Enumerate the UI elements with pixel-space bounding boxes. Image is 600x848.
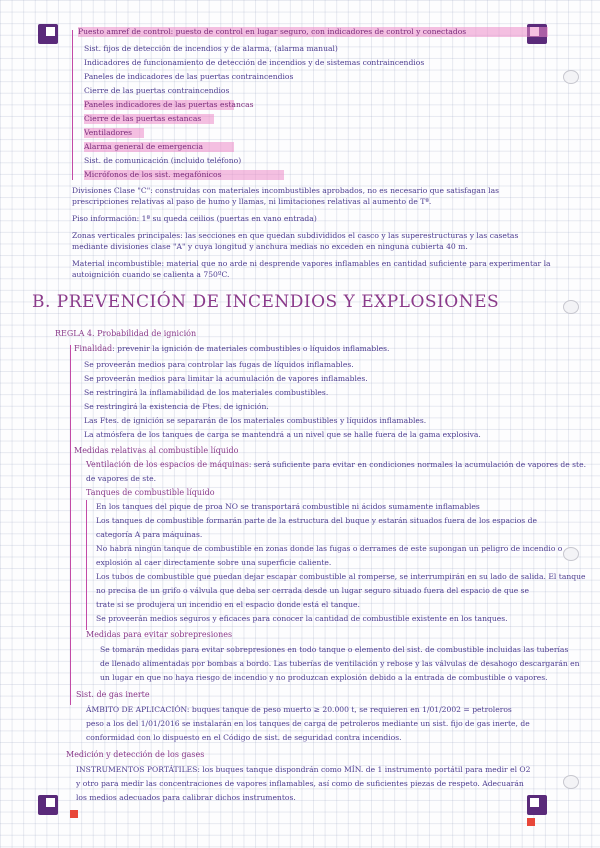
gas-inerte-line: ÁMBITO DE APLICACIÓN: buques tanque de peso muerto ≥ 20.000 t, se requieren en 1/01/2002 = petroleros [86,705,512,714]
note-line: Cierre de las puertas estancas [84,114,214,124]
tanques-item: trate si se produjera un incendio en el espacio donde está el tanque. [96,600,360,609]
gas-inerte-line: conformidad con lo dispuesto en el Código de sist. de seguridad contra incendios. [86,733,402,742]
ventilacion-text: : será suficiente para evitar en condiciones normales la acumulación de vapores de ste. [248,460,586,469]
tanques-item: Los tubos de combustible que puedan dejar escapar combustible al romperse, se interrumpirán en su lado de salida. El tanque [96,572,586,581]
finalidad-item: Se proveerán medios para limitar la acumulación de vapores inflamables. [84,374,368,383]
red-mark-bottom-left [70,810,78,818]
corner-mark-bottom-right [527,795,547,815]
ventilacion-line [86,460,586,470]
tanques-item: Los tanques de combustible formarán parte de la estructura del buque y estarán situados fuera de los espacios de [96,516,537,525]
tanques-item: explosión al caer directamente sobre una superficie caliente. [96,558,332,567]
bracket-line [70,345,71,705]
note-line: Micrófonos de los sist. megafónicos [84,170,284,180]
sobrepresiones-title: Medidas para evitar sobrepresiones [86,630,233,639]
binder-hole [563,547,579,561]
note-line: Paneles indicadores de las puertas estancas [84,100,254,109]
corner-mark-top-left [38,24,58,44]
definition-material: Material incombustible: material que no arde ni desprende vapores inflamables en cantidad suficiente para experimentar la autoignición cuando se calienta a 750ºC. [72,259,551,279]
note-line: Puesto amref de control: puesto de control en lugar seguro, con indicadores de control y conectados [78,27,548,37]
definition-zonas: Zonas verticales principales: las secciones en que quedan subdivididos el casco y las superestructuras y las casetas mediante divisiones clase "A" y cuya longitud y anchura medias no exceden en ninguna cubierta 40 m. [72,231,519,251]
finalidad-title: Finalidad [74,344,113,353]
medicion-line: INSTRUMENTOS PORTÁTILES: los buques tanque dispondrán como MÍN. de 1 instrumento portátil para medir el O2 [76,765,531,774]
binder-hole [563,70,579,84]
tanques-item: En los tanques del pique de proa NO se transportará combustible ni ácidos sumamente inflamables [96,502,480,511]
medicion-title: Medición y detección de los gases [66,750,205,759]
medidas-title: Medidas relativas al combustible líquido [74,446,239,455]
note-line: Alarma general de emergencia [84,142,234,152]
red-mark-bottom-right [527,818,535,826]
binder-hole [563,300,579,314]
note-line: Paneles de indicadores de las puertas contraincendios [84,72,294,81]
medicion-line: los medios adecuados para calibrar dichos instrumentos. [76,793,296,802]
sobrepresiones-text: de llenado alimentadas por bombas a bordo. Las tuberías de ventilación y rebose y las válvulas de desahogo descargarán en [100,659,580,668]
finalidad-item: Se restringirá la existencia de Ftes. de ignición. [84,402,269,411]
note-line: Cierre de las puertas contraincendios [84,86,230,95]
finalidad-item: Las Ftes. de ignición se separarán de los materiales combustibles y líquidos inflamables. [84,416,427,425]
section-heading: B. PREVENCIÓN DE INCENDIOS Y EXPLOSIONES [32,292,500,312]
medicion-line: y otro para medir las concentraciones de vapores inflamables, así como de suficientes piezas de respeto. Adecuarán [76,779,524,788]
note-line: Indicadores de funcionamiento de detección de incendios y de sistemas contraincendios [84,58,425,67]
definition-divisiones: Divisiones Clase "C": construidas con materiales incombustibles aprobados, no es necesario que satisfagan las prescripciones relativas al paso de humo y llamas, ni limitaciones relativas al aumento de Tª. [72,186,500,206]
definition-piso: Piso información: 1ª su queda ceilios (puertas en vano entrada) [72,214,317,223]
gas-inerte-title: Sist. de gas inerte [76,690,150,699]
regla-title: REGLA 4. Probabilidad de ignición [55,329,197,338]
finalidad-intro: : prevenir la ignición de materiales combustibles o líquidos inflamables. [112,344,390,353]
finalidad-item: La atmósfera de los tanques de carga se mantendrá a un nivel que se halle fuera de la gama explosiva. [84,430,481,439]
sobrepresiones-text: un lugar en que no haya riesgo de incendio y no produzcan explosión debido a la entrada de combustible o vapores. [100,673,548,682]
finalidad-item: Se proveerán medios para controlar las fugas de líquidos inflamables. [84,360,354,369]
gas-inerte-line: peso a los del 1/01/2016 se instalarán en los tanques de carga de petroleros mediante un sist. fijo de gas inerte, de [86,719,530,728]
sobrepresiones-text: Se tomarán medidas para evitar sobrepresiones en todo tanque o elemento del sist. de combustible incluidas las tuberías [100,645,569,654]
note-line: Sist. de comunicación (incluido teléfono) [84,156,242,165]
tanques-item: Se proveerán medios seguros y eficaces para conocer la cantidad de combustible existente en los tanques. [96,614,508,623]
finalidad-line [74,344,544,354]
ventilacion-cont: de vapores de ste. [86,474,157,483]
bracket-line [86,500,87,630]
note-line: Ventiladores [84,128,144,138]
corner-mark-bottom-left [38,795,58,815]
tanques-item: No habrá ningún tanque de combustible en zonas donde las fugas o derrames de este supongan un peligro de incendio o [96,544,563,553]
binder-hole [563,775,579,789]
ventilacion-title: Ventilación de los espacios de máquinas [86,460,249,469]
finalidad-item: Se restringirá la inflamabilidad de los materiales combustibles. [84,388,329,397]
tanques-item: no precisa de un grifo o válvula que deba ser cerrada desde un lugar seguro situado fuera del espacio de que se [96,586,530,595]
tanques-item: categoría A para máquinas. [96,530,203,539]
tanques-title: Tanques de combustible líquido [86,488,215,497]
bracket-line [72,30,73,180]
note-line: Sist. fijos de detección de incendios y de alarma, (alarma manual) [84,44,338,53]
